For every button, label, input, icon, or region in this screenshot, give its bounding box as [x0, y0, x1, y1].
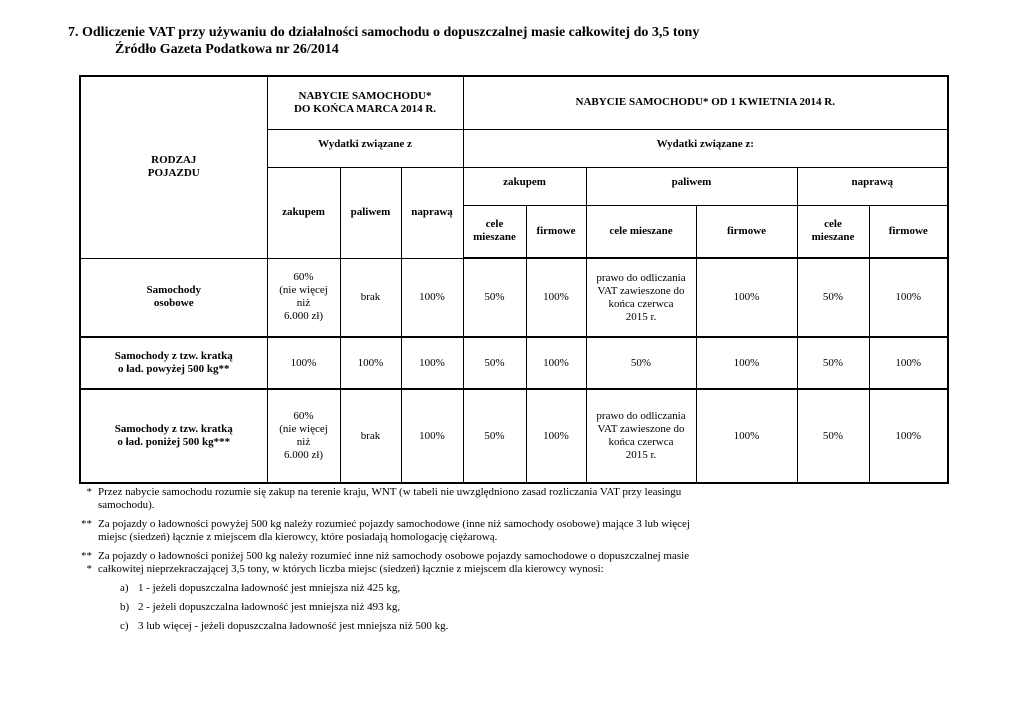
table-cell: 100% [526, 389, 586, 483]
document-title [68, 24, 699, 58]
table-cell: 50% [463, 389, 526, 483]
footnote-text: Za pojazdy o ładowności poniżej 500 kg należy rozumieć inne niż samochody osobowe pojazdy samochodowe o dopuszczalnej masie całkowitej nieprzekraczającej 3,5 tony, w których liczba miejsc (siedzeń) łącznie z miejscem dla kierowcy wynosi: [98, 550, 690, 575]
table-cell: 100% [869, 337, 948, 389]
table-row [80, 337, 948, 389]
table-cell: 100% [401, 337, 463, 389]
header-until-march-2014: NABYCIE SAMOCHODU* DO KOŃCA MARCA 2014 R. [267, 76, 463, 129]
table-cell: 50% [463, 258, 526, 337]
table-cell: 100% [869, 389, 948, 483]
table-cell: 100% [696, 258, 797, 337]
header-expenses-new: Wydatki związane z: [463, 129, 948, 167]
footnote-subitem-b [120, 601, 710, 614]
subitem-text: 3 lub więcej - jeżeli dopuszczalna ładowność jest mniejsza niż 500 kg. [138, 620, 449, 632]
subitem-text: 2 - jeżeli dopuszczalna ładowność jest mniejsza niż 493 kg, [138, 601, 401, 613]
vat-deduction-table [79, 75, 949, 484]
header-fuel-mixed: cele mieszane [586, 205, 696, 258]
header-new-purchase: zakupem [463, 167, 586, 205]
header-repair-mixed: cele mieszane [797, 205, 869, 258]
header-expenses-old: Wydatki związane z [267, 129, 463, 167]
row-vehicle-name: Samochody osobowe [80, 258, 267, 337]
header-purchase-business: firmowe [526, 205, 586, 258]
table-cell: 100% [340, 337, 401, 389]
header-repair-business: firmowe [869, 205, 948, 258]
table-row [80, 389, 948, 483]
row-vehicle-name: Samochody z tzw. kratką o ład. poniżej 500 kg*** [80, 389, 267, 483]
footnote-marker: ** [81, 518, 92, 530]
title-source-line: Źródło Gazeta Podatkowa nr 26/2014 [115, 42, 339, 57]
table-cell: prawo do odliczania VAT zawieszone do końca czerwca 2015 r. [586, 258, 696, 337]
footnote-2 [70, 518, 710, 544]
header-new-fuel: paliwem [586, 167, 797, 205]
footnote-text: Za pojazdy o ładowności powyżej 500 kg należy rozumieć pojazdy samochodowe (inne niż samochody osobowe) mające 3 lub więcej miejsc (siedzeń) łącznie z miejscem dla kierowcy, które posiadają homologację ciężarową. [98, 518, 690, 543]
table-cell: 100% [401, 389, 463, 483]
footnote-marker: ** * [81, 550, 92, 575]
table-cell: 100% [869, 258, 948, 337]
table-cell: 100% [696, 389, 797, 483]
subitem-marker: c) [120, 620, 129, 632]
table-cell: brak [340, 258, 401, 337]
header-from-april-2014: NABYCIE SAMOCHODU* OD 1 KWIETNIA 2014 R. [463, 76, 948, 129]
table-cell: 50% [797, 337, 869, 389]
footnote-subitem-a [120, 582, 710, 595]
title-line-1: 7. Odliczenie VAT przy używaniu do działalności samochodu o dopuszczalnej masie całkowitej do 3,5 tony [68, 25, 700, 40]
table-cell: 100% [401, 258, 463, 337]
subitem-marker: a) [120, 582, 129, 594]
row-vehicle-name: Samochody z tzw. kratką o ład. powyżej 500 kg** [80, 337, 267, 389]
table-cell: 50% [797, 389, 869, 483]
footnotes [70, 486, 710, 639]
header-new-repair: naprawą [797, 167, 948, 205]
table-cell: brak [340, 389, 401, 483]
footnote-subitem-c [120, 620, 710, 633]
table-cell: 100% [526, 337, 586, 389]
table-cell: 60% (nie więcej niż 6.000 zł) [267, 389, 340, 483]
footnote-3 [70, 550, 710, 576]
header-old-fuel: paliwem [340, 167, 401, 258]
footnote-marker: * [86, 486, 92, 498]
table-cell: 50% [797, 258, 869, 337]
footnote-text: Przez nabycie samochodu rozumie się zakup na terenie kraju, WNT (w tabeli nie uwzględniono zasad rozliczania VAT przy leasingu samochodu). [98, 486, 682, 511]
table-row [80, 258, 948, 337]
table-cell: 100% [696, 337, 797, 389]
subitem-text: 1 - jeżeli dopuszczalna ładowność jest mniejsza niż 425 kg, [138, 582, 401, 594]
header-fuel-business: firmowe [696, 205, 797, 258]
table-cell: 50% [463, 337, 526, 389]
header-old-repair: naprawą [401, 167, 463, 258]
table-cell: prawo do odliczania VAT zawieszone do końca czerwca 2015 r. [586, 389, 696, 483]
table-cell: 100% [526, 258, 586, 337]
footnote-1 [70, 486, 710, 512]
header-purchase-mixed: cele mieszane [463, 205, 526, 258]
table-cell: 50% [586, 337, 696, 389]
table-cell: 60% (nie więcej niż 6.000 zł) [267, 258, 340, 337]
header-old-purchase: zakupem [267, 167, 340, 258]
header-vehicle-type: RODZAJ POJAZDU [80, 76, 267, 258]
table-cell: 100% [267, 337, 340, 389]
subitem-marker: b) [120, 601, 130, 613]
